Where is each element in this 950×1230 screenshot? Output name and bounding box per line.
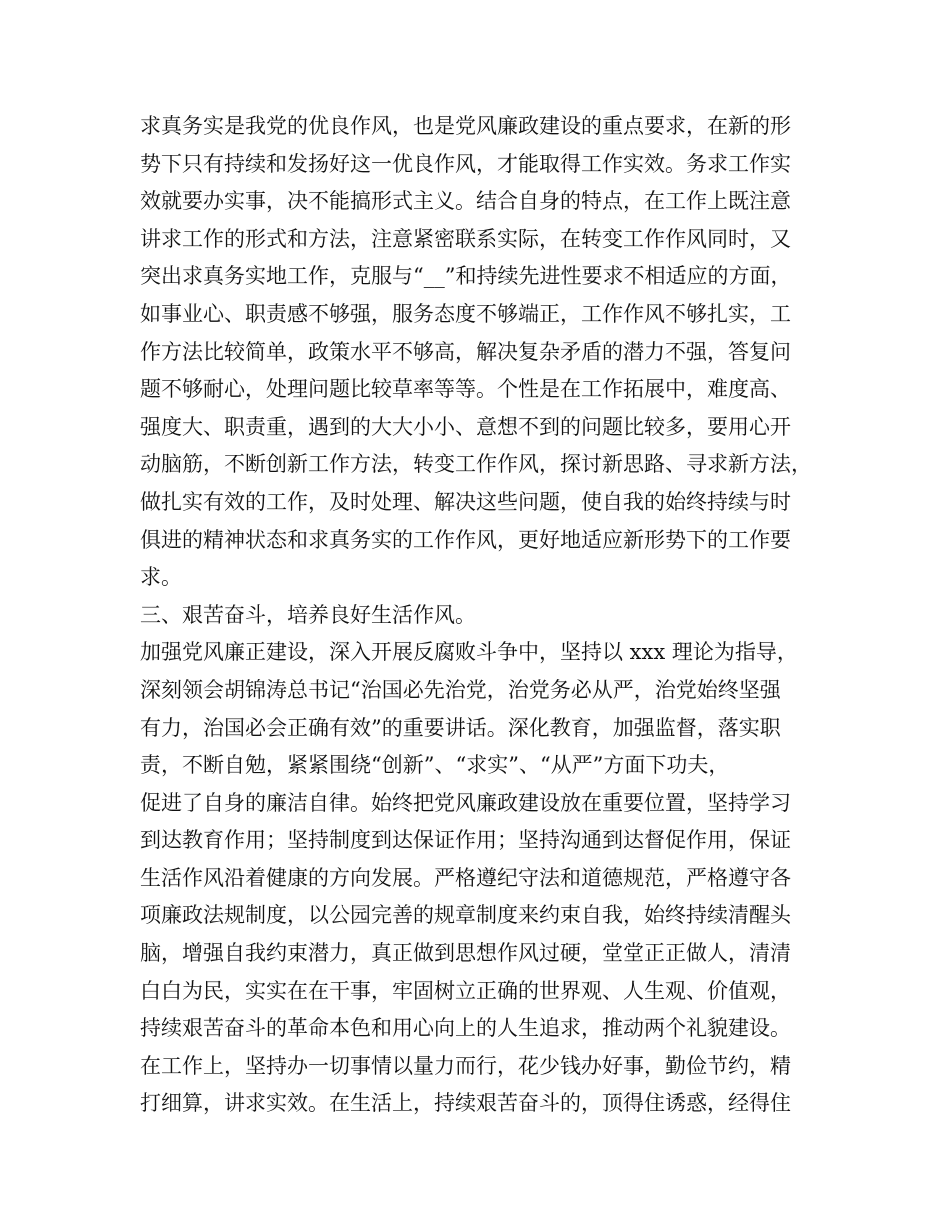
text-line-7: 作方法比较简单，政策水平不够高，解决复杂矛盾的潜力不强，答复问: [140, 339, 791, 364]
text-line-15: 加强党风廉正建设，深入开展反腐败斗争中，坚持以 xxx 理论为指导，: [140, 640, 798, 665]
text-line-20: 到达教育作用；坚持制度到达保证作用；坚持沟通到达督促作用，保证: [140, 828, 791, 853]
body-text: [140, 108, 840, 1123]
text-line-11: 做扎实有效的工作，及时处理、解决这些问题，使自我的始终持续与时: [140, 489, 791, 514]
text-line-16: 深刻领会胡锦涛总书记“治国必先治党，治党务必从严，治党始终坚强: [140, 677, 781, 702]
text-line-2: 势下只有持续和发扬好这一优良作风，才能取得工作实效。务求工作实: [140, 151, 791, 176]
text-line-4: 讲求工作的形式和方法，注意紧密联系实际，在转变工作作风同时，又: [140, 226, 791, 251]
text-line-12: 俱进的精神状态和求真务实的工作作风，更好地适应新形势下的工作要: [140, 527, 791, 552]
text-line-3: 效就要办实事，决不能搞形式主义。结合自身的特点，在工作上既注意: [140, 189, 791, 214]
text-line-18: 责，不断自勉，紧紧围绕“创新”、“求实”、“从严”方面下功夫，: [140, 753, 730, 778]
text-line-9: 强度大、职责重，遇到的大大小小、意想不到的问题比较多，要用心开: [140, 414, 791, 439]
text-line-10: 动脑筋，不断创新工作方法，转变工作作风，探讨新思路、寻求新方法，: [140, 452, 812, 477]
text-line-25: 持续艰苦奋斗的革命本色和用心向上的人生追求，推动两个礼貌建设。: [140, 1016, 791, 1041]
section-heading: 三、艰苦奋斗，培养良好生活作风。: [140, 602, 476, 627]
text-line-6: 如事业心、职责感不够强，服务态度不够端正，工作作风不够扎实，工: [140, 301, 791, 326]
text-line-27: 打细算，讲求实效。在生活上，持续艰苦奋斗的，顶得住诱惑，经得住: [140, 1091, 791, 1116]
text-line-13: 求。: [140, 565, 182, 590]
text-line-19: 促进了自身的廉洁自律。始终把党风廉政建设放在重要位置，坚持学习: [140, 790, 791, 815]
text-line-17: 有力，治国必会正确有效”的重要讲话。深化教育，加强监督，落实职: [140, 715, 781, 740]
text-line-26: 在工作上，坚持办一切事情以量力而行，花少钱办好事，勤俭节约，精: [140, 1053, 791, 1078]
text-line-24: 白白为民，实实在在干事，牢固树立正确的世界观、人生观、价值观，: [140, 978, 791, 1003]
text-line-8: 题不够耐心，处理问题比较草率等等。个性是在工作拓展中，难度高、: [140, 377, 791, 402]
text-line-5: 突出求真务实地工作，克服与“__”和持续先进性要求不相适应的方面，: [140, 264, 792, 289]
text-line-23: 脑，增强自我约束潜力，真正做到思想作风过硬，堂堂正正做人，清清: [140, 941, 791, 966]
text-line-21: 生活作风沿着健康的方向发展。严格遵纪守法和道德规范，严格遵守各: [140, 865, 791, 890]
text-line-1: 求真务实是我党的优良作风，也是党风廉政建设的重点要求，在新的形: [140, 114, 791, 138]
text-line-22: 项廉政法规制度，以公园完善的规章制度来约束自我，始终持续清醒头: [140, 903, 791, 928]
